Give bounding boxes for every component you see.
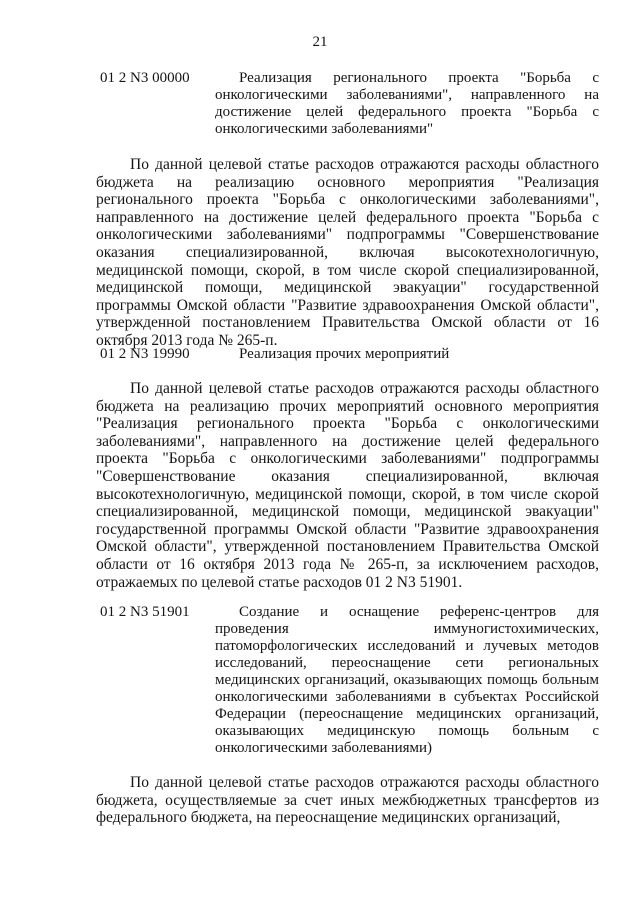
section-code: 01 2 N3 19990 xyxy=(100,346,190,362)
section-title: Создание и оснащение референс-центров для проведения иммуногистохимических, патоморфологических исследований и лучевых методов исследований, переоснащение сети региональных медицинских организаций, оказывающих помощь больным онкологическими заболеваниями в субъектах Российской Федерации (переоснащение медицинских организаций, оказывающих медицинскую помощь больным с онкологическими заболеваниями) xyxy=(215,604,599,756)
section-description: По данной целевой статье расходов отражаются расходы областного бюджета, осуществляемые за счет иных межбюджетных трансфертов из федерального бюджета, на переоснащение медицинских организаций, xyxy=(96,774,599,827)
page-number: 21 xyxy=(312,34,328,50)
section-code: 01 2 N3 00000 xyxy=(100,70,190,86)
section-title: Реализация прочих мероприятий xyxy=(239,346,450,362)
section-description: По данной целевой статье расходов отражаются расходы областного бюджета на реализацию основного мероприятия "Реализация регионального проекта "Борьба с онкологическими заболеваниями", направленного на достижение целей федерального проекта "Борьба с онкологическими заболеваниями" подпрограммы "Совершенствование оказания специализированной, включая высокотехнологичную, медицинской помощи, скорой, в том числе скорой специализированной, медицинской помощи, медицинской эвакуации" государственной программы Омской области "Развитие здравоохранения Омской области", утвержденной постановлением Правительства Омской области от 16 октября 2013 года № 265-п. xyxy=(96,156,599,349)
section-title: Реализация регионального проекта "Борьба с онкологическими заболеваниями", направленного на достижение целей федерального проекта "Борьба с онкологическими заболеваниями" xyxy=(215,70,599,137)
section-description: По данной целевой статье расходов отражаются расходы областного бюджета на реализацию прочих мероприятий основного мероприятия "Реализация регионального проекта "Борьба с онкологическими заболеваниями", направленного на достижение целей федерального проекта "Борьба с онкологическими заболеваниями" подпрограммы "Совершенствование оказания специализированной, включая высокотехнологичную, медицинской помощи, скорой, в том числе скорой специализированной, медицинской помощи, медицинской эвакуации" государственной программы Омской области "Развитие здравоохранения Омской области", утвержденной постановлением Правительства Омской области от 16 октября 2013 года № 265-п, за исключением расходов, отражаемых по целевой статье расходов 01 2 N3 51901. xyxy=(96,380,599,591)
section-code: 01 2 N3 51901 xyxy=(100,604,190,620)
